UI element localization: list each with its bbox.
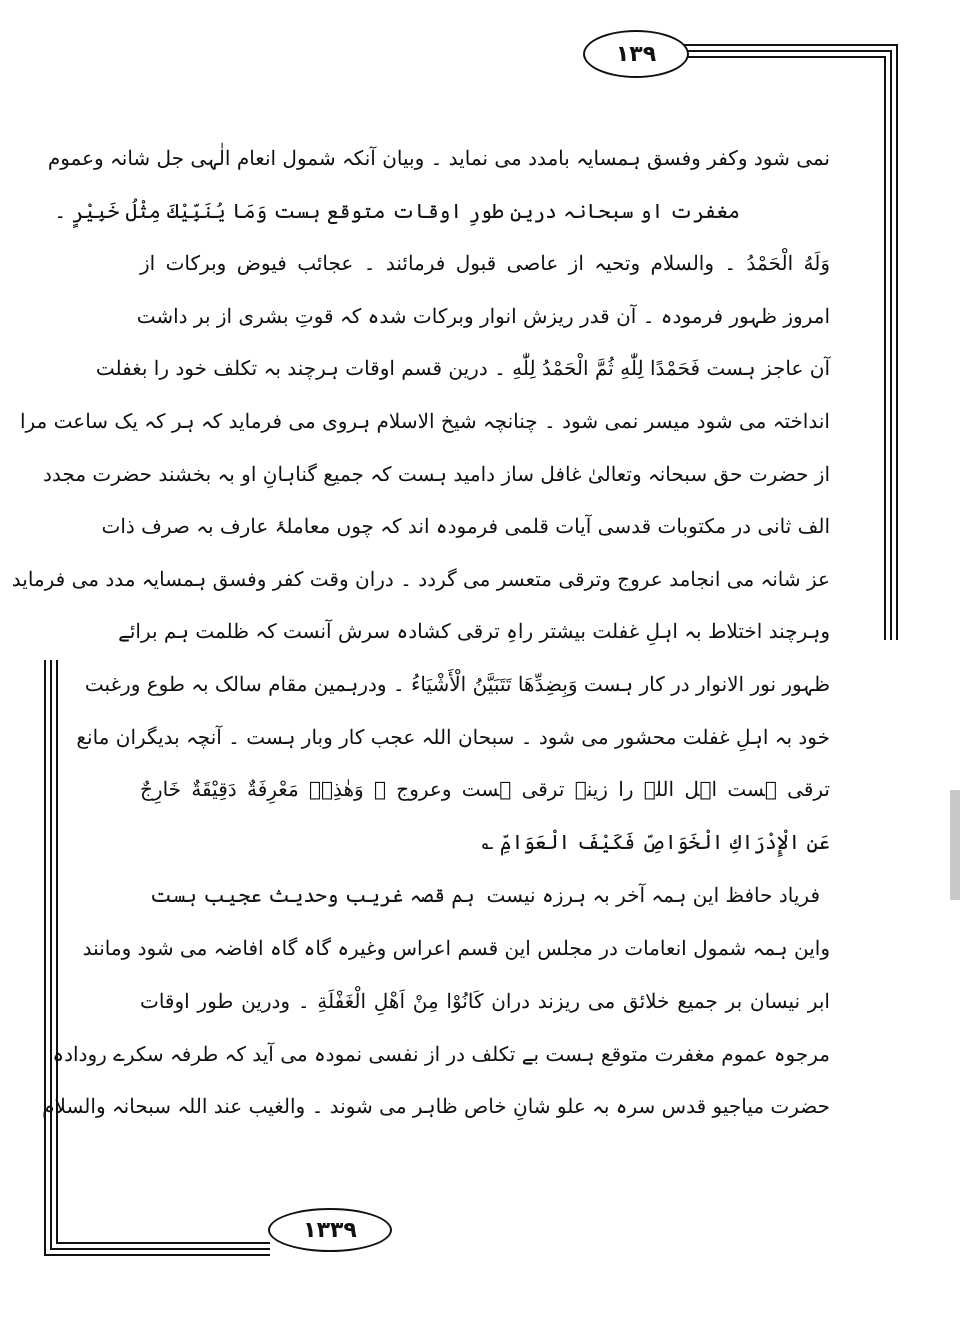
page-number-bottom-text: ۱۳۳۹ bbox=[303, 1217, 357, 1243]
body-text bbox=[11, 132, 830, 1133]
frame-right-line-2 bbox=[890, 50, 892, 640]
text-line: انداختہ می شود میسر نمی شود ۔ چنانچہ شیخ الاسلام ہروی می فرماید کہ ہر کہ یک ساعت مرا bbox=[19, 408, 830, 433]
page-number-top-text: ۱۳۹ bbox=[615, 41, 657, 67]
frame-left-line-2 bbox=[50, 660, 52, 1250]
text-line: آن عاجز ہست فَحَمْدًا لِلّٰهِ ثُمَّ الْحَمْدُ لِلّٰهِ ۔ درین قسم اوقات ہرچند بہ تکلف خود را بغفلت bbox=[95, 356, 830, 381]
text-line: خود بہ اہلِ غفلت محشور می شود ۔ سبحان اللہ عجب کار وبار ہست ۔ آنچہ بدیگران مانع bbox=[76, 724, 830, 749]
frame-right-line-1 bbox=[896, 44, 898, 640]
text-line: ترقی ہست اہل اللہ را زینۂ ترقی ہست وعروج ۔ وَهٰذِهٖ مَعْرِفَةٌ دَقِيْقَةٌ خَارِجٌ bbox=[140, 777, 830, 802]
text-line: از حضرت حق سبحانہ وتعالیٰ غافل ساز دامید ہست کہ جمیع گناہانِ او بہ بخشند حضرت مجدد bbox=[43, 461, 830, 486]
text-line: مغفرت او سبحانہ درین طورِ اوقات متوقع ہست وَمَا يُنَبِّيْكَ مِثْلُ خَبِيْرٍ ۔ bbox=[54, 198, 740, 223]
verse-hemistich-2: ہم قصہ غریب وحدیث عجیب ہست bbox=[150, 883, 475, 908]
frame-top-line-3 bbox=[680, 56, 886, 58]
text-line: وَلَهُ الْحَمْدُ ۔ والسلام وتحیہ از عاصی قبول فرمائند ۔ عجائب فیوض وبرکات از bbox=[140, 251, 830, 276]
text-line: وہرچند اختلاط بہ اہلِ غفلت بیشتر راہِ ترقی کشادہ سرش آنست کہ ظلمت ہم برائے bbox=[118, 619, 830, 644]
frame-right-line-3 bbox=[884, 56, 886, 640]
frame-bottom-line-2 bbox=[50, 1248, 270, 1250]
frame-left-line-3 bbox=[56, 660, 58, 1244]
text-line: حضرت میاجیو قدس سرہ بہ علو شانِ خاص ظاہر می شوند ۔ والغیب عند اللہ سبحانہ والسلام bbox=[42, 1094, 830, 1119]
page-number-bottom bbox=[268, 1208, 392, 1252]
text-line: الف ثانی در مکتوبات قدسی آیات قلمی فرمودہ اند کہ چوں معاملۂ عارف بہ صرف ذات bbox=[101, 514, 830, 539]
frame-bottom-line-3 bbox=[56, 1242, 270, 1244]
frame-left-line-1 bbox=[44, 660, 46, 1256]
frame-bottom-line-1 bbox=[44, 1254, 270, 1256]
frame-top-line-1 bbox=[680, 44, 898, 46]
text-line: نمی شود وکفر وفسق ہمسایہ بامدد می نماید ۔ وبیان آنکہ شمول انعام الٰہی جل شانہ وعموم bbox=[47, 146, 830, 170]
text-line: ابر نیسان بر جمیع خلائق می ریزند دران کَانُوْا مِنْ اَهْلِ الْغَفْلَةِ ۔ ودرین طور اوقات bbox=[140, 988, 830, 1013]
text-line: ظہور نور الانوار در کار ہست وَبِضِدِّهَا تَتَبَيَّنُ الْأَشْيَاءُ ۔ ودرہمین مقام سالک بہ طوع ورغبت bbox=[84, 671, 830, 696]
text-line: واین ہمہ شمول انعامات در مجلس این قسم اعراس وغیرہ گاہ گاہ افاضہ می شود ومانند bbox=[82, 936, 830, 961]
text-line: عز شانہ می انجامد عروج وترقی متعسر می گردد ۔ دران وقت کفر وفسق ہمسایہ مدد می فرماید bbox=[11, 566, 830, 591]
page-number-top bbox=[583, 30, 689, 78]
text-line: مرجوہ عموم مغفرت متوقع ہست بے تکلف در از نفسی نمودہ می آید کہ طرفہ سکرے رودادہ bbox=[52, 1041, 830, 1066]
text-line: امروز ظہور فرمودہ ۔ آن قدر ریزش انوار وبرکات شدہ کہ قوتِ بشری از بر داشت bbox=[136, 303, 830, 328]
verse-hemistich-1: فریاد حافظ این ہمہ آخر بہ ہرزہ نیست bbox=[486, 883, 820, 908]
text-line: عَنِ الْإِدْرَاكِ الْخَوَاصِّ فَكَيْفَ الْعَوَامِّ ؎ bbox=[481, 829, 830, 854]
frame-top-line-2 bbox=[680, 50, 892, 52]
persian-verse bbox=[140, 868, 830, 922]
scan-edge-mark bbox=[950, 790, 960, 900]
